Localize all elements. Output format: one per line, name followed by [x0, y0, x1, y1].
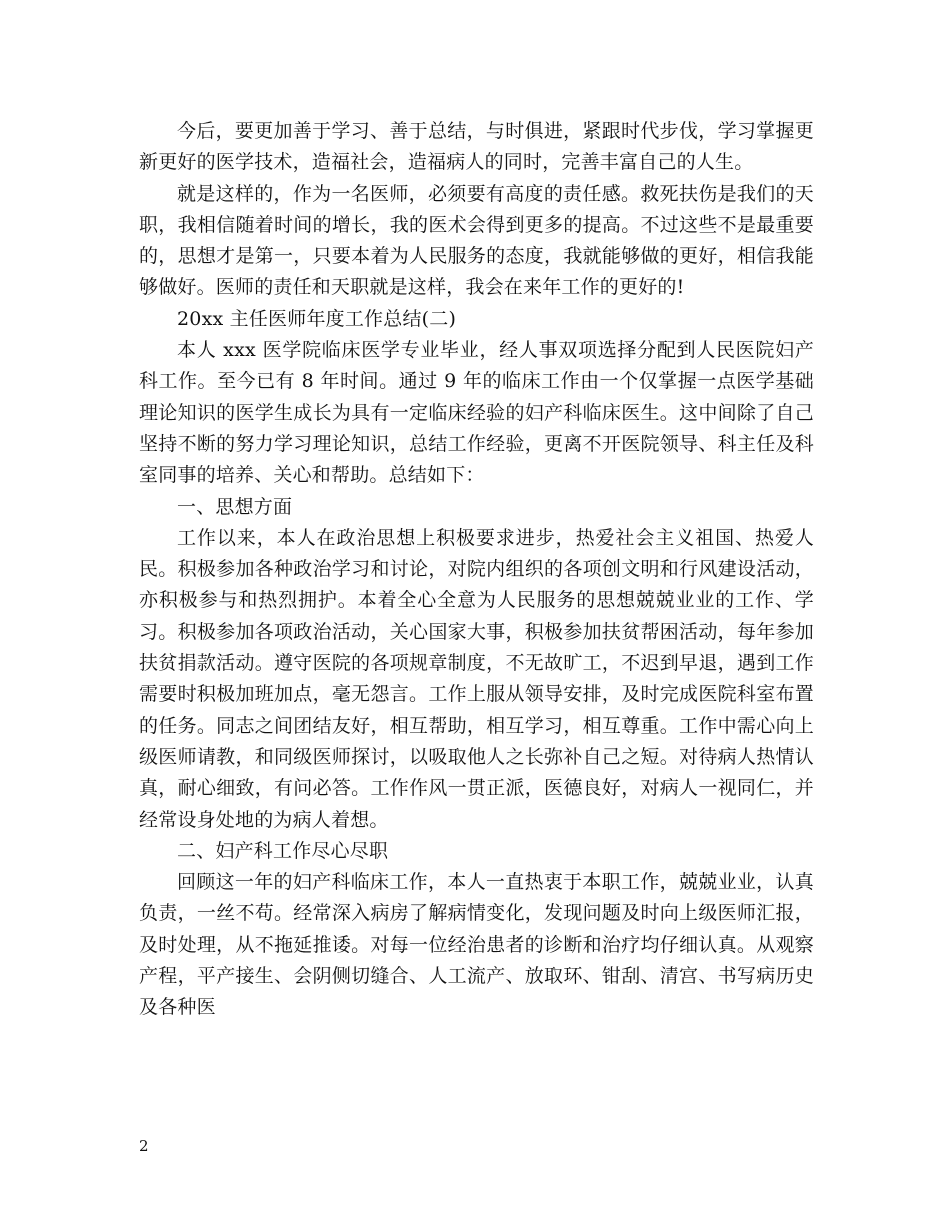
- heading-ideology: 一、思想方面: [177, 495, 293, 518]
- paragraph-obstetrics-work: 回顾这一年的妇产科临床工作，本人一直热衷于本职工作，兢兢业业，认真负责，一丝不苟。经常深入病房了解病情变化，发现问题及时向上级医师汇报，及时处理，从不拖延推诿。对每一位经治患者的诊断和治疗均仔细认真。从观察产程，平产接生、会阴侧切缝合、人工流产、放取环、钳刮、清宫、书写病历史及各种医: [139, 871, 814, 1019]
- paragraph-responsibility: 就是这样的，作为一名医师，必须要有高度的责任感。救死扶伤是我们的天职，我相信随着时间的增长，我的医术会得到更多的提高。不过这些不是最重要的，思想才是第一，只要本着为人民服务的态度，我就能够做的更好，相信我能够做好。医师的责任和天职就是这样，我会在来年工作的更好的!: [139, 182, 814, 299]
- heading-obstetrics-work: 二、妇产科工作尽心尽职: [177, 839, 389, 862]
- section-title: 20xx 主任医师年度工作总结(二): [177, 307, 457, 330]
- paragraph-ideology: 工作以来，本人在政治思想上积极要求进步，热爱社会主义祖国、热爱人民。积极参加各种政治学习和讨论，对院内组织的各项创文明和行风建设活动，亦积极参与和热烈拥护。本着全心全意为人民服务的思想兢兢业业的工作、学习。积极参加各项政治活动，关心国家大事，积极参加扶贫帮困活动，每年参加扶贫捐款活动。遵守医院的各项规章制度，不无故旷工，不迟到早退，遇到工作需要时积极加班加点，毫无怨言。工作上服从领导安排，及时完成医院科室布置的任务。同志之间团结友好，相互帮助，相互学习，相互尊重。工作中需心向上级医师请教，和同级医师探讨，以吸取他人之长弥补自己之短。对待病人热情认真，耐心细致，有问必答。工作作风一贯正派，医德良好，对病人一视同仁，并经常设身处地的为病人着想。: [139, 526, 814, 831]
- paragraph-introduction: 本人 xxx 医学院临床医学专业毕业，经人事双项选择分配到人民医院妇产科工作。至今已有 8 年时间。通过 9 年的临床工作由一个仅掌握一点医学基础理论知识的医学生成长为具有一定临床经验的妇产科临床医生。这中间除了自己坚持不断的努力学习理论知识，总结工作经验，更离不开医院领导、科主任及科室同事的培养、关心和帮助。总结如下：: [139, 339, 814, 487]
- document-body: [139, 116, 814, 1024]
- paragraph-conclusion: 今后，要更加善于学习、善于总结，与时俱进，紧跟时代步伐，学习掌握更新更好的医学技术，造福社会，造福病人的同时，完善丰富自己的人生。: [139, 120, 814, 174]
- page-number: 2: [139, 1137, 149, 1155]
